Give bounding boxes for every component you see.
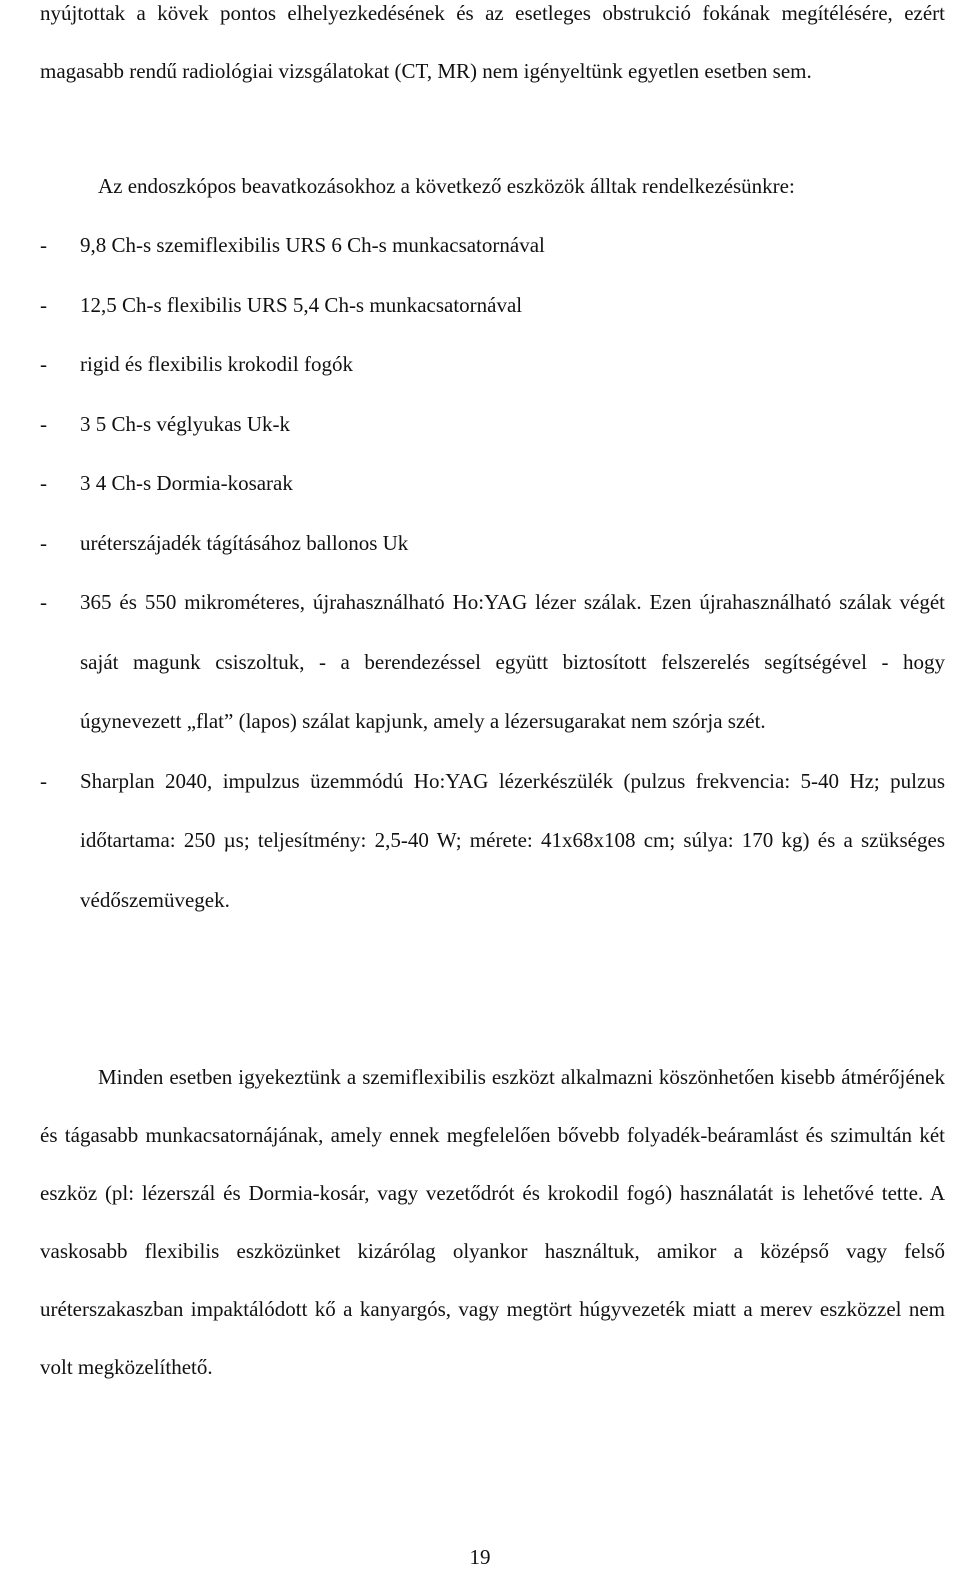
list-item — [40, 514, 945, 574]
list-item — [40, 216, 945, 276]
list-item-text: 3 4 Ch-s Dormia-kosarak — [80, 471, 293, 495]
paragraph-equipment-intro: Az endoszkópos beavatkozásokhoz a következő eszközök álltak rendelkezésünkre: — [98, 174, 795, 198]
page-number: 19 — [469, 1545, 491, 1569]
list-item-text: 3 5 Ch-s véglyukas Uk-k — [80, 411, 290, 436]
list-item-text: Sharplan 2040, impulzus üzemmódú Ho:YAG lézerkészülék (pulzus frekvencia: 5-40 Hz; pulzus időtartama: 250 µs; teljesítmény: 2,5-40 W; mérete: 41x68x108 cm; súlya: 170 kg) és a szükséges védőszemüvegek. — [80, 768, 945, 912]
list-dash: - — [40, 590, 47, 614]
list-dash: - — [40, 352, 47, 376]
list-item — [40, 752, 945, 931]
list-item-text: 9,8 Ch-s szemiflexibilis URS 6 Ch-s munkacsatornával — [80, 233, 545, 257]
list-dash: - — [40, 768, 47, 793]
list-item — [40, 335, 945, 395]
equipment-list — [40, 216, 945, 930]
list-item — [40, 395, 945, 455]
list-item-text: 12,5 Ch-s flexibilis URS 5,4 Ch-s munkacsatornával — [80, 292, 523, 317]
list-dash: - — [40, 411, 47, 436]
list-item-text: uréterszájadék tágításához ballonos Uk — [80, 530, 409, 555]
list-item-text: 365 és 550 mikrométeres, újrahasználható Ho:YAG lézer szálak. Ezen újrahasználható szálak végét saját magunk csiszoltuk, - a berendezéssel együtt biztosított felszerelés segítségével - hogy úgynevezett „flat” (lapos) szálat kapjunk, amely a lézersugarakat nem szórja szét. — [80, 590, 945, 733]
list-dash: - — [40, 530, 47, 555]
list-dash: - — [40, 292, 47, 317]
paragraph-device-usage: Minden esetben igyekeztünk a szemiflexibilis eszközt alkalmazni köszönhetően kisebb átmérőjének és tágasabb munkacsatornájának, amely ennek megfelelően bővebb folyadék-beáramlást és szimultán két eszköz (pl: lézerszál és Dormia-kosár, vagy vezetődrót és krokodil fogó) használatát is lehetővé tette. A vaskosabb flexibilis eszközünket kizárólag olyankor használtuk, amikor a középső vagy felső uréterszakaszban impaktálódott kő a kanyargós, vagy megtört húgyvezeték miatt a merev eszközzel nem volt megközelíthető. — [40, 1065, 945, 1379]
paragraph-intro-continuation: nyújtottak a kövek pontos elhelyezkedésének és az esetleges obstrukció fokának megítélésére, ezért magasabb rendű radiológiai vizsgálatokat (CT, MR) nem igényeltünk egyetlen esetben sem. — [40, 1, 945, 83]
list-dash: - — [40, 471, 47, 495]
list-item — [40, 573, 945, 752]
list-dash: - — [40, 233, 47, 257]
list-item-text: rigid és flexibilis krokodil fogók — [80, 352, 353, 376]
list-item — [40, 276, 945, 336]
list-item — [40, 454, 945, 514]
